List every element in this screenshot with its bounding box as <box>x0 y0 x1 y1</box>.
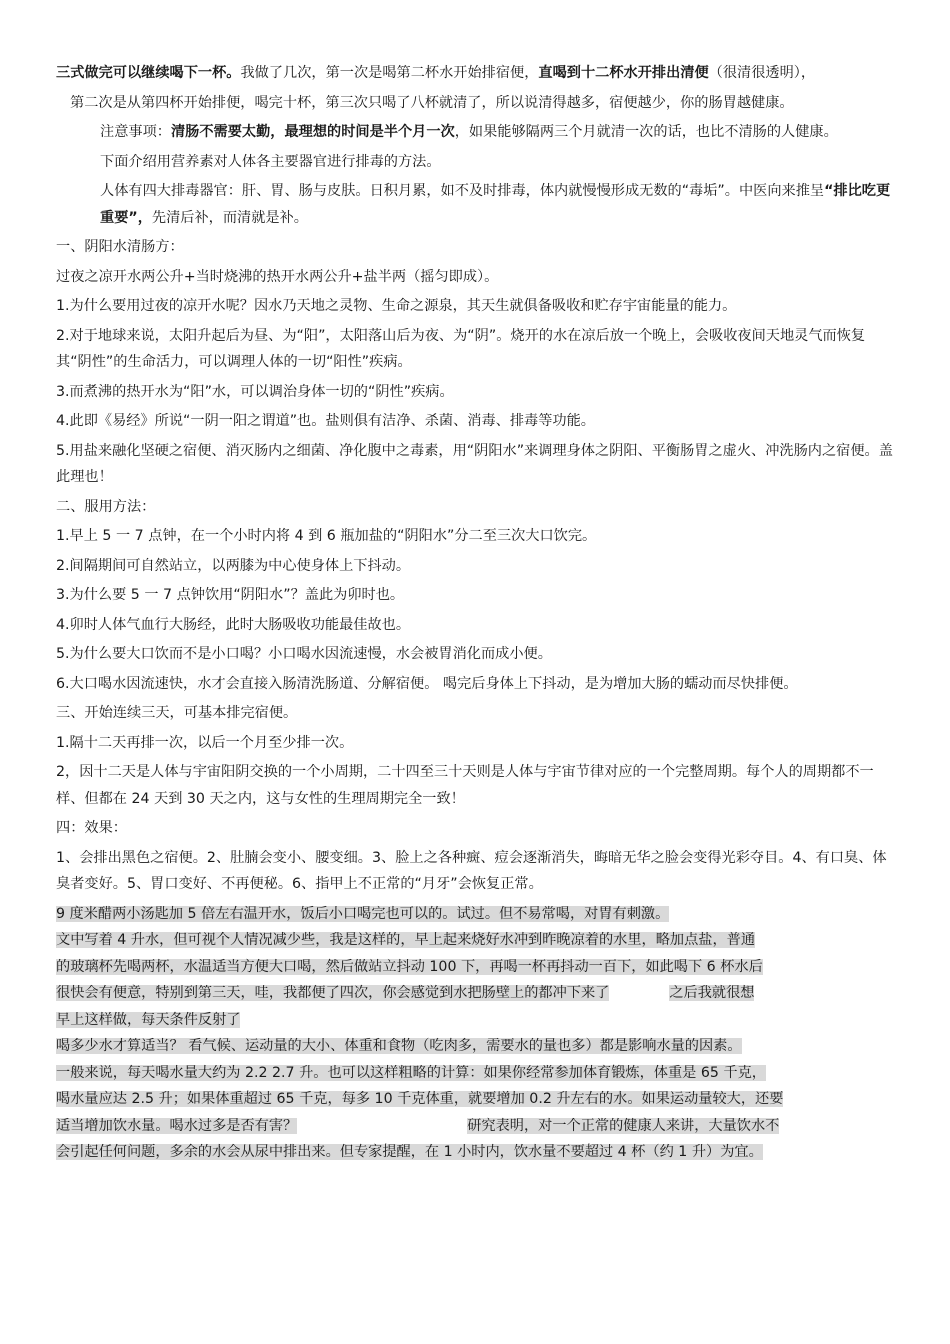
note-line <box>56 1060 898 1087</box>
document-page <box>56 60 898 1166</box>
bold-phrase: “排比吃更重要”， <box>100 183 891 226</box>
effects-paragraph: 1、会排出黑色之宿便。2、肚腩会变小、腰变细。3、脸上之各种癍、痘会逐渐消失，晦暗无华之脸会变得光彩夺目。4、有口臭、体臭者变好。5、胃口变好、不再便秘。6、指甲上不正常的“月牙”会恢复正常。 <box>56 849 887 892</box>
note-text: 的玻璃杯先喝两杯，水温适当方便大口喝，然后做站立抖动 100 下，再喝一杯再抖动一百下，如此喝下 6 杯水后 <box>56 958 763 975</box>
text-span: 先清后补，而清就是补。 <box>151 209 308 226</box>
note-text: 之后我就很想 <box>669 985 755 1001</box>
note-line <box>56 1033 898 1060</box>
note-text: 会引起任何问题，多余的水会从尿中排出来。但专家提醒，在 1 小时内，饮水量不要超过 4 杯（约 1 升）为宜。 <box>56 1144 763 1160</box>
bold-phrase: 清肠不需要太勤，最理想的时间是半个月一次 <box>170 124 455 140</box>
section-heading-4: 四：效果： <box>56 820 127 836</box>
section-heading-1: 一、阴阳水清肠方： <box>56 239 184 255</box>
note-text: 早上这样做，每天条件反射了 <box>56 1011 241 1028</box>
paragraph-notes <box>56 119 898 146</box>
note-line <box>56 901 898 928</box>
note-line <box>56 954 898 981</box>
note-line <box>56 927 898 954</box>
list-item: 1.为什么要用过夜的凉开水呢？因水乃天地之灵物、生命之源泉，其天生就俱备吸收和贮存宇宙能量的能力。 <box>56 298 737 314</box>
note-text: 喝水量应达 2.5 升；如果体重超过 65 千克，每多 10 千克体重，就要增加 0.2 升左右的水。如果运动量较大，还要 <box>56 1091 784 1107</box>
text-span: 人体有四大排毒器官：肝、胃、肠与皮肤。日积月累，如不及时排毒，体内就慢慢形成无数的“毒垢”。中医向来推呈 <box>100 183 825 199</box>
section-heading-3: 三、开始连续三天，可基本排完宿便。 <box>56 705 298 721</box>
list-item: 2.间隔期间可自然站立，以两膝为中心使身体上下抖动。 <box>56 557 411 574</box>
note-line <box>56 1139 898 1166</box>
list-item: 2.对于地球来说，太阳升起后为昼、为“阳”，太阳落山后为夜、为“阴”。烧开的水在凉后放一个晚上，会吸收夜间天地灵气而恢复其“阴性”的生命活力，可以调理人体的一切“阳性”疾病。 <box>56 327 866 370</box>
list-item: 3.为什么要 5 一 7 点钟饮用“阴阳水”？盖此为卯时也。 <box>56 587 405 603</box>
text-span: ，如果能够隔两三个月就清一次的话，也比不清肠的人健康。 <box>454 124 838 140</box>
highlighted-notes <box>56 901 898 1166</box>
list-item: 6.大口喝水因流速快，水才会直接入肠清洗肠道、分解宿便。 喝完后身体上下抖动，是为增加大肠的蠕动而尽快排便。 <box>56 675 798 692</box>
bold-phrase: 直喝到十二杯水开排出清便 <box>538 65 709 81</box>
note-line <box>56 980 898 1007</box>
note-line <box>56 1086 898 1113</box>
list-item: 5.为什么要大口饮而不是小口喝？小口喝水因流速慢，水会被胃消化而成小便。 <box>56 646 552 662</box>
note-text: 一般来说，每天喝水量大约为 2.2 2.7 升。也可以这样粗略的计算：如果你经常参加体育锻炼，体重是 65 千克， <box>56 1064 766 1081</box>
note-text: 很快会有便意，特别到第三天，哇，我都便了四次，你会感觉到水把肠壁上的都冲下来了 <box>56 985 610 1001</box>
list-item: 3.而煮沸的热开水为“阳”水，可以调治身体一切的“阴性”疾病。 <box>56 383 454 400</box>
list-item: 1.隔十二天再排一次，以后一个月至少排一次。 <box>56 734 354 751</box>
list-item: 5.用盐来融化坚硬之宿便、消灭肠内之细菌、净化腹中之毒素，用“阴阳水”来调理身体之阴阳、平衡肠胃之虚火、冲洗肠内之宿便。盖此理也！ <box>56 442 893 485</box>
note-line <box>56 1007 898 1034</box>
list-item: 4.卯时人体气血行大肠经，此时大肠吸收功能最佳故也。 <box>56 616 411 633</box>
note-text: 文中写着 4 升水，但可视个人情况减少些，我是这样的，早上起来烧好水冲到昨晚凉着的水里，略加点盐，普通 <box>56 932 756 948</box>
note-text: 研究表明，对一个正常的健康人来讲，大量饮水不 <box>467 1117 780 1134</box>
list-item: 1.早上 5 一 7 点钟，在一个小时内将 4 到 6 瓶加盐的“阴阳水”分二至三次大口饮完。 <box>56 528 597 544</box>
list-item: 2，因十二天是人体与宇宙阳阴交换的一个小周期，二十四至三十天则是人体与宇宙节律对应的一个完整周期。每个人的周期都不一样、但都在 24 天到 30 天之内，这与女性的生理周期完全一致！ <box>56 764 874 807</box>
paragraph-second-time: 第二次是从第四杯开始排便，喝完十杯，第三次只喝了八杯就清了，所以说清得越多，宿便越少，你的肠胃越健康。 <box>70 94 794 111</box>
text-span: 我做了几次，第一次是喝第二杯水开始排宿便， <box>240 65 539 81</box>
list-item: 4.此即《易经》所说“一阴一阳之谓道”也。盐则俱有洁净、杀菌、消毒、排毒等功能。 <box>56 413 595 429</box>
note-text: 9 度米醋两小汤匙加 5 倍左右温开水，饭后小口喝完也可以的。试过。但不易常喝，对胃有刺激。 <box>56 905 670 922</box>
text-span: （很清很透明）， <box>708 65 816 81</box>
paragraph-result-intro <box>56 60 898 87</box>
bold-phrase: 三式做完可以继续喝下一杯。 <box>56 65 241 81</box>
text-span: 注意事项： <box>100 124 171 140</box>
paragraph-intro-methods: 下面介绍用营养素对人体各主要器官进行排毒的方法。 <box>100 153 441 170</box>
section-heading-2: 二、服用方法： <box>56 498 156 515</box>
paragraph-four-organs <box>56 178 898 231</box>
note-text: 适当增加饮水量。喝水过多是否有害？ <box>56 1117 298 1134</box>
recipe-line: 过夜之凉开水两公升+当时烧沸的热开水两公升+盐半两（摇匀即成）。 <box>56 268 499 285</box>
note-line <box>56 1113 898 1140</box>
note-text: 喝多少水才算适当？ 看气候、运动量的大小、体重和食物（吃肉多，需要水的量也多）都是影响水量的因素。 <box>56 1038 742 1054</box>
